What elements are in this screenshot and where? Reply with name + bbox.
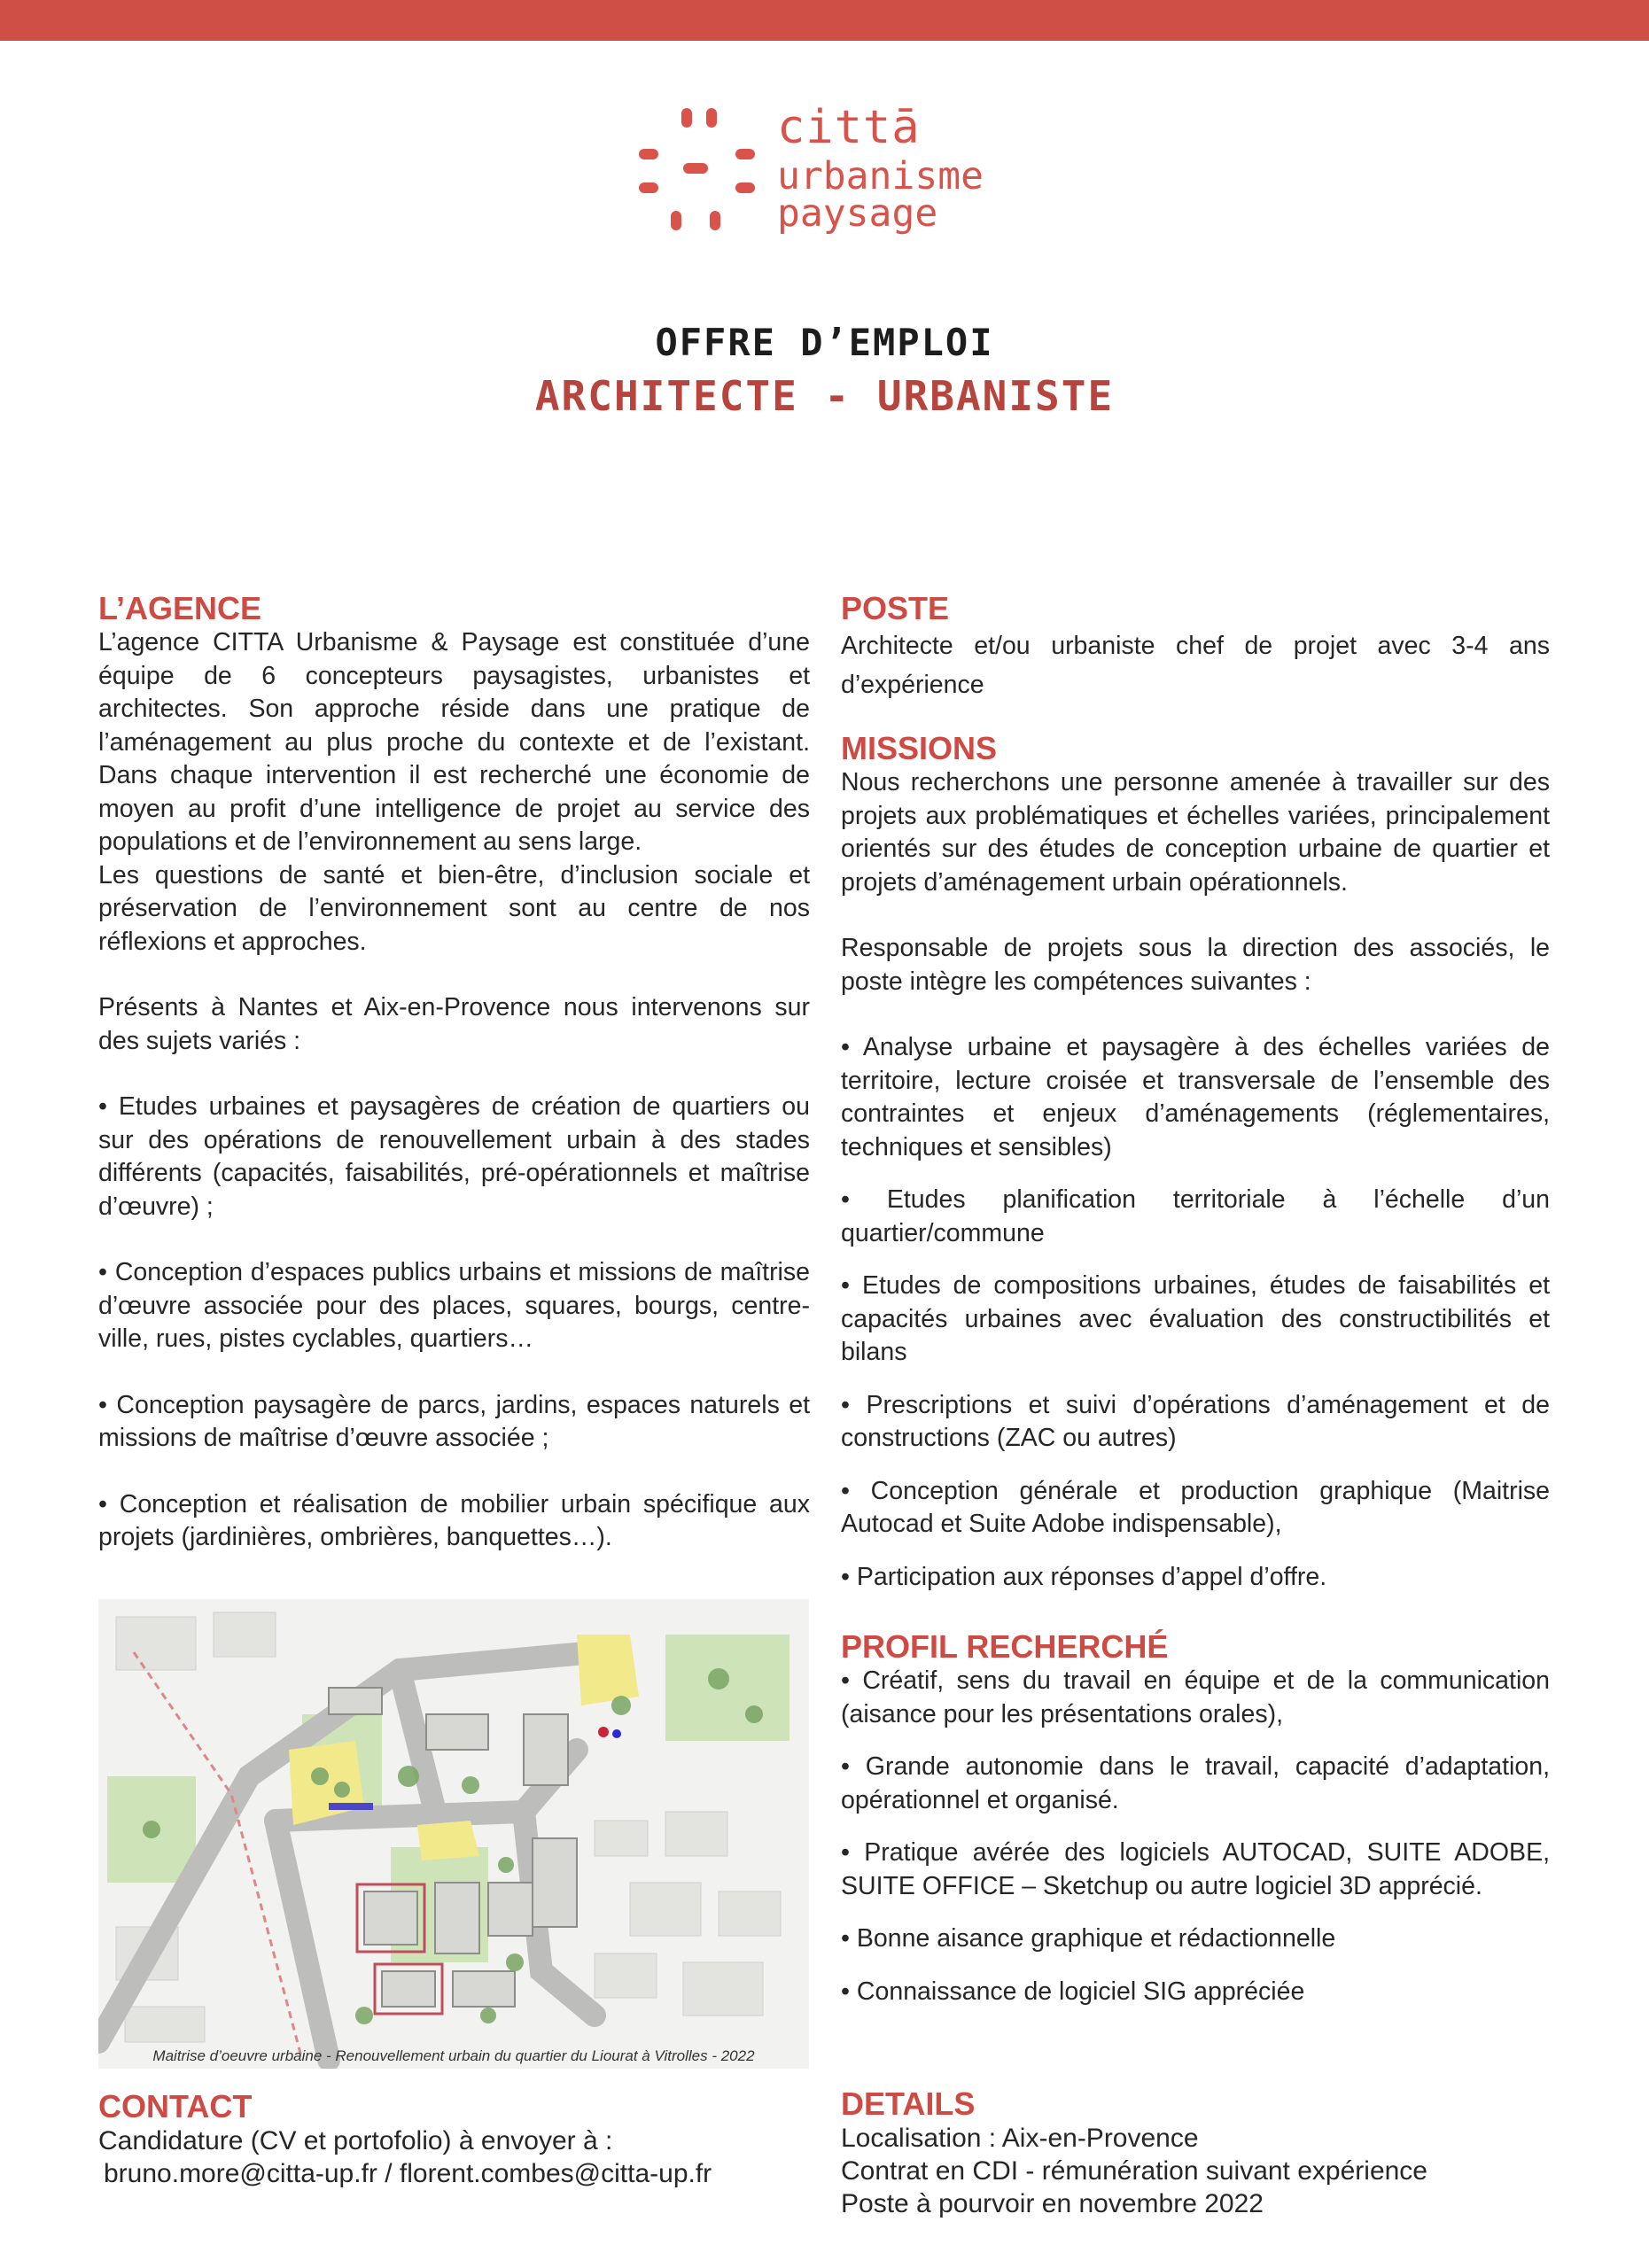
agence-list-item: • Conception paysagère de parcs, jardins, espaces naturels et missions de maîtrise d’œuvre associée ; — [98, 1389, 810, 1456]
agence-paragraph-3: Présents à Nantes et Aix-en-Provence nous intervenons sur des sujets variés : — [98, 993, 810, 1055]
agence-paragraph-1: L’agence CITTA Urbanisme & Paysage est constituée d’une équipe de 6 concepteurs paysagistes, urbanistes et architectes. Son approche réside dans une pratique de l’aménagement au plus proche du contexte et de l’existant. Dans chaque intervention il est recherché une économie de moyen au profit d’une intelligence de projet au service des populations et de l’environnement au sens large. — [98, 628, 810, 856]
page-title: OFFRE D’EMPLOI — [655, 321, 994, 364]
contact-line-1: Candidature (CV et portofolio) à envoyer à : — [98, 2126, 613, 2155]
missions-list-item: • Etudes de compositions urbaines, études de faisabilités et capacités urbaines avec évaluation des constructibilités et bilans — [841, 1270, 1550, 1370]
agence-paragraph-2: Les questions de santé et bien-être, d’inclusion sociale et préservation de l’environnement sont au centre de nos réflexions et approches. — [98, 860, 810, 956]
profil-list-item: • Connaissance de logiciel SIG appréciée — [841, 1976, 1550, 2009]
missions-heading: MISSIONS — [841, 730, 998, 766]
contact-heading: CONTACT — [98, 2088, 253, 2124]
logo-name: cittā — [777, 101, 921, 154]
profil-list-item: • Pratique avérée des logiciels AUTOCAD, SUITE ADOBE, SUITE OFFICE – Sketchup ou autre logiciel 3D apprécié. — [841, 1837, 1550, 1903]
citta-logo — [634, 97, 1041, 239]
missions-list-item: • Etudes planification territoriale à l’échelle d’un quartier/commune — [841, 1184, 1550, 1250]
poste-text: Architecte et/ou urbaniste chef de projet avec 3-4 ans d’expérience — [841, 632, 1550, 699]
image-caption: Maitrise d’oeuvre urbaine - Renouvellement urbain du quartier du Liourat à Vitrolles - 2022 — [152, 2047, 755, 2064]
details-start-date: Poste à pourvoir en novembre 2022 — [841, 2189, 1264, 2218]
poste-heading: POSTE — [841, 590, 950, 626]
missions-list-item: • Prescriptions et suivi d’opérations d’aménagement et de constructions (ZAC ou autres) — [841, 1389, 1550, 1456]
logo-line-urbanisme: urbanisme — [777, 154, 984, 198]
logo-line-paysage: paysage — [777, 191, 938, 236]
profil-list-item: • Créatif, sens du travail en équipe et de la communication (aisance pour les présentations orales), — [841, 1665, 1550, 1731]
job-title: ARCHITECTE - URBANISTE — [534, 372, 1115, 420]
contact-emails[interactable]: bruno.more@citta-up.fr / florent.combes@citta-up.fr — [104, 2159, 712, 2188]
details-location: Localisation : Aix-en-Provence — [841, 2124, 1199, 2153]
details-contract: Contrat en CDI - rémunération suivant expérience — [841, 2156, 1427, 2186]
left-column — [98, 591, 810, 1555]
profil-list-item: • Bonne aisance graphique et rédactionnelle — [841, 1922, 1550, 1956]
contact-section — [98, 2089, 810, 2190]
urban-plan-image — [98, 1599, 809, 2069]
missions-paragraph-1: Nous recherchons une personne amenée à travailler sur des projets aux problématiques et échelles variées, principalement orientés sur des études de conception urbaine de quartier et projets d’aménagement urbain opérationnels. — [841, 768, 1550, 897]
missions-list-item: • Analyse urbaine et paysagère à des échelles variées de territoire, lecture croisée et transversale de l’ensemble des contraintes et enjeux d’aménagements (réglementaires, techniques et sensibles) — [841, 1031, 1550, 1164]
details-heading: DETAILS — [841, 2085, 976, 2122]
details-section — [841, 2086, 1550, 2220]
agence-list-item: • Conception d’espaces publics urbains et missions de maîtrise d’œuvre associée pour des places, squares, bourgs, centre-ville, rues, pistes cyclables, quartiers… — [98, 1256, 810, 1356]
missions-list-item: • Participation aux réponses d’appel d’offre. — [841, 1561, 1550, 1595]
right-column — [841, 591, 1550, 2008]
missions-list-item: • Conception générale et production graphique (Maitrise Autocad et Suite Adobe indispensable), — [841, 1475, 1550, 1542]
agence-list-item: • Conception et réalisation de mobilier urbain spécifique aux projets (jardinières, ombrières, banquettes…). — [98, 1488, 810, 1555]
agence-heading: L’AGENCE — [98, 590, 262, 626]
profil-heading: PROFIL RECHERCHÉ — [841, 1628, 1169, 1665]
profil-list-item: • Grande autonomie dans le travail, capacité d’adaptation, opérationnel et organisé. — [841, 1751, 1550, 1817]
missions-paragraph-2: Responsable de projets sous la direction des associés, le poste intègre les compétences suivantes : — [841, 934, 1550, 996]
logo-mark-icon — [634, 97, 758, 239]
top-accent-bar — [0, 0, 1649, 41]
agence-list-item: • Etudes urbaines et paysagères de création de quartiers ou sur des opérations de renouvellement urbain à des stades différents (capacités, faisabilités, pré-opérationnels et maîtrise d’œuvre) ; — [98, 1091, 810, 1223]
site-plan-drawing — [98, 1599, 809, 2069]
